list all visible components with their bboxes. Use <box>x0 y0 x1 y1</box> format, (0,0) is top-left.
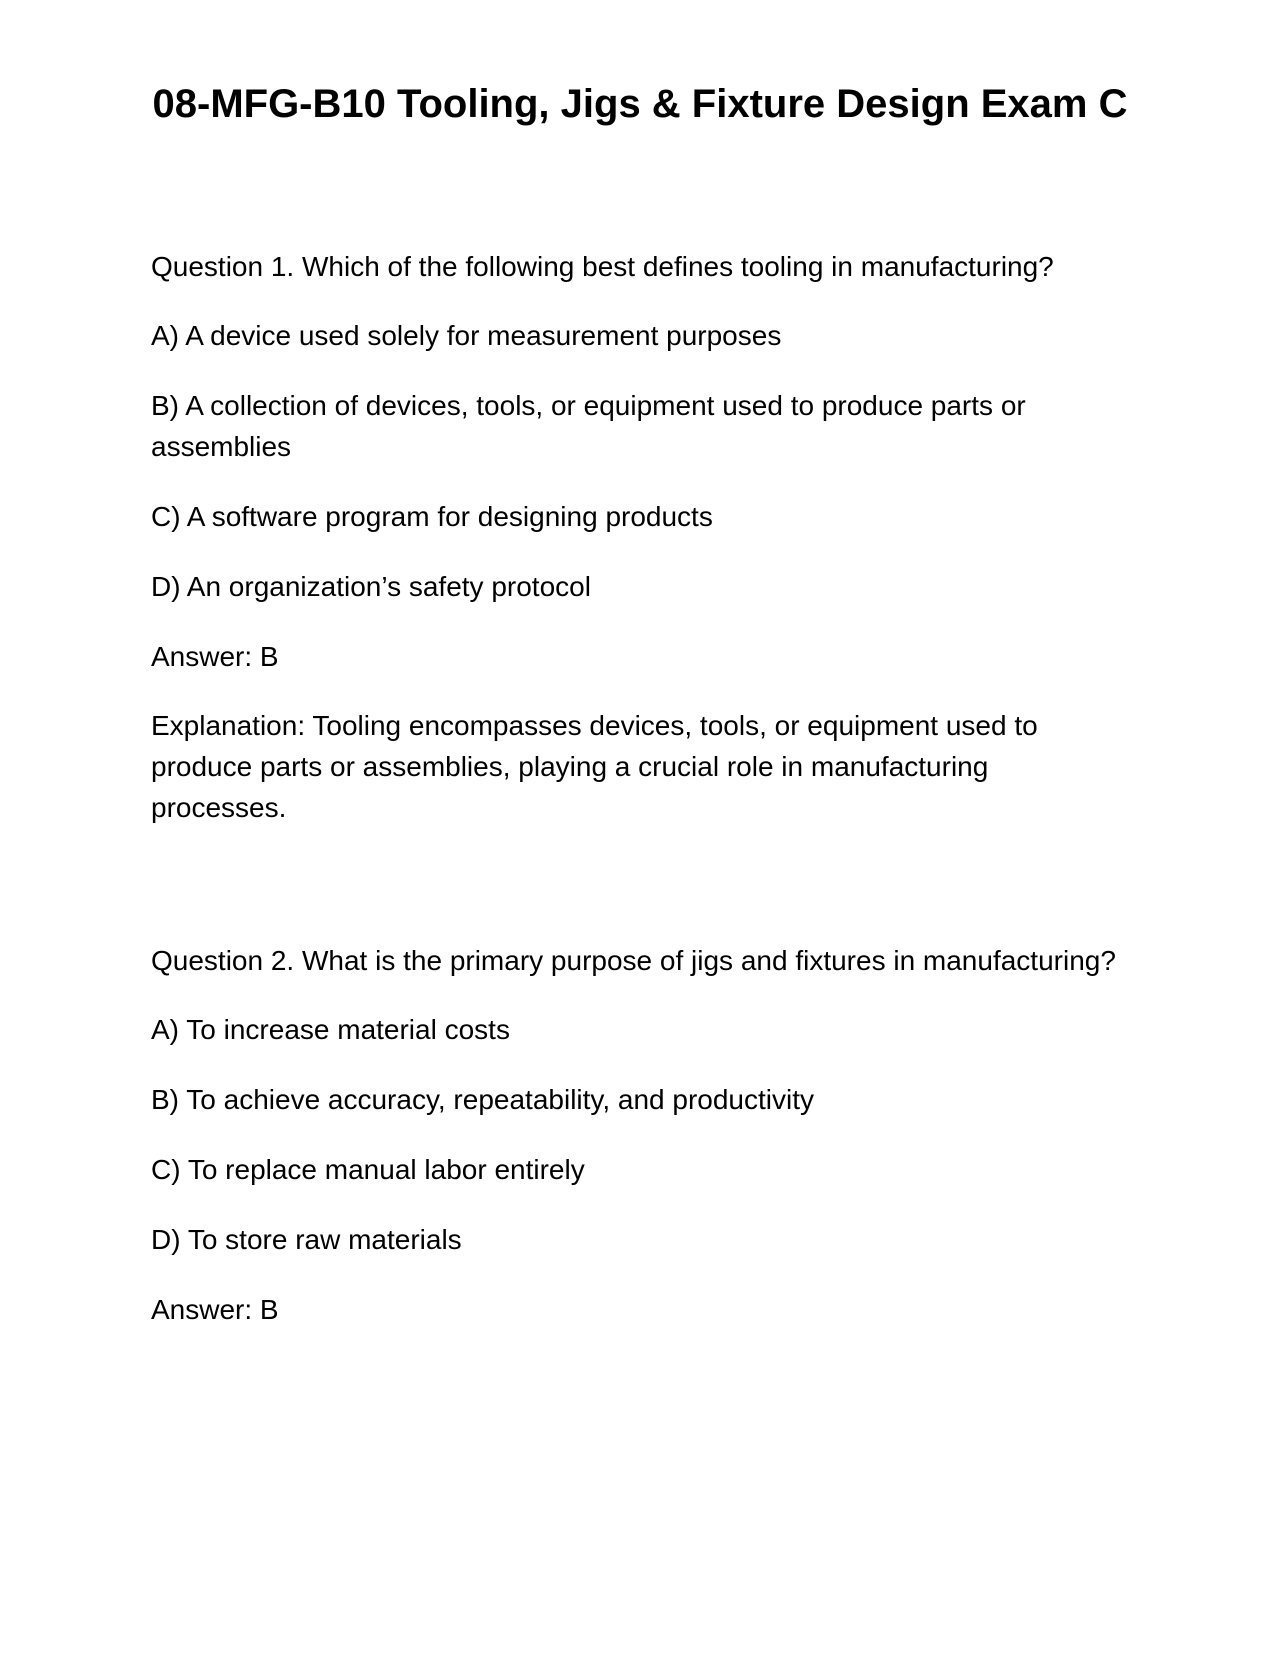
answer-text: Answer: B <box>151 1294 279 1325</box>
option-d: D) An organization’s safety protocol <box>151 571 591 602</box>
question-block-2 <box>151 940 1131 1330</box>
option-c: C) A software program for designing products <box>151 501 713 532</box>
option-d: D) To store raw materials <box>151 1224 462 1255</box>
document-title: 08-MFG-B10 Tooling, Jigs & Fixture Design Exam C <box>152 82 1128 126</box>
question-text: Question 1. Which of the following best defines tooling in manufacturing? <box>151 251 1054 282</box>
option-b: B) To achieve accuracy, repeatability, and productivity <box>151 1084 815 1115</box>
question-text: Question 2. What is the primary purpose of jigs and fixtures in manufacturing? <box>151 945 1116 976</box>
option-a: A) A device used solely for measurement purposes <box>151 320 782 351</box>
document-content <box>151 246 1131 1358</box>
answer-text: Answer: B <box>151 641 279 672</box>
option-b: B) A collection of devices, tools, or equipment used to produce parts or assemblies <box>151 390 1026 462</box>
question-block-1 <box>151 246 1131 828</box>
option-c: C) To replace manual labor entirely <box>151 1154 585 1185</box>
explanation-text: Explanation: Tooling encompasses devices, tools, or equipment used to produce parts or assemblies, playing a crucial role in manufacturing processes. <box>151 710 1038 823</box>
option-a: A) To increase material costs <box>151 1014 510 1045</box>
